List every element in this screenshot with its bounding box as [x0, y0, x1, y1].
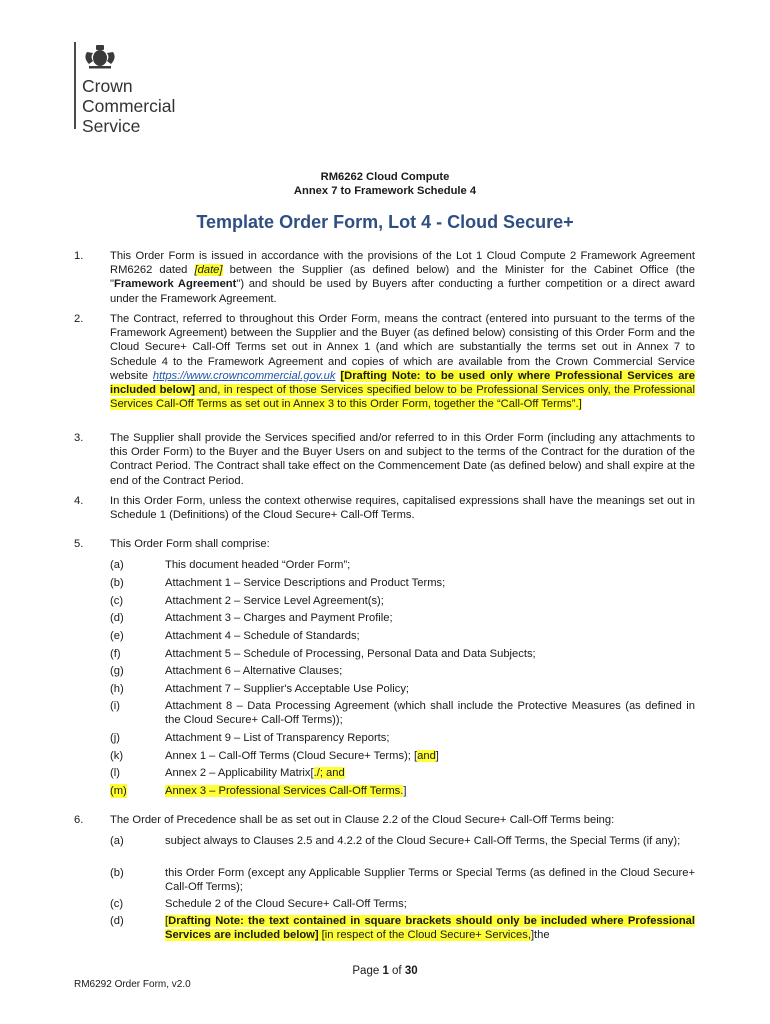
- list-item-label: (b): [110, 867, 124, 879]
- list-item: Attachment 7 – Supplier's Acceptable Use Policy;: [165, 683, 410, 695]
- list-item-label: (c): [110, 595, 124, 607]
- list-item-label: (m): [110, 785, 127, 797]
- para-2-number: 2.: [74, 313, 84, 325]
- list-item-annex-2: [165, 766, 695, 780]
- para-2-text-a: The Contract, referred to throughout this Order Form, means the contract (entered into pursuant to the terms of the Framework Agreement) between the Supplier and the Buyer (as defined below) consisting of this Order Form and the Cloud Secure+ Call-Off Terms set out in Annex 1 (and which are substantially the terms set out in Annex 7 to Schedule 4 to the Framework Agreement and copies of which are available from the Crown Commercial Service website: [110, 313, 695, 382]
- logo-line-1: Crown: [82, 76, 133, 96]
- list-item: Attachment 6 – Alternative Clauses;: [165, 665, 343, 677]
- logo-line-2: Commercial: [82, 96, 176, 116]
- list-item-label: (i): [110, 700, 120, 712]
- list-item: Attachment 1 – Service Descriptions and Product Terms;: [165, 577, 446, 589]
- total-pages: 30: [404, 965, 418, 977]
- annex-2-highlight: ./; and: [313, 767, 345, 779]
- page-of: of: [388, 965, 405, 977]
- list-item-label: (h): [110, 683, 124, 695]
- logo-divider: [74, 42, 76, 129]
- list-item-label: (c): [110, 898, 124, 910]
- list-item-label: (b): [110, 577, 124, 589]
- page-title: Template Order Form, Lot 4 - Cloud Secure+: [196, 212, 574, 232]
- drafting-note-square-brackets: Drafting Note: the text contained in square brackets should only be included where Professional Services are included below]: [165, 915, 695, 942]
- para-1: [110, 249, 695, 306]
- date-placeholder: [date]: [194, 264, 223, 277]
- doc-annex: Annex 7 to Framework Schedule 4: [293, 185, 477, 197]
- list-item-annex-1: [165, 749, 695, 763]
- list-item: subject always to Clauses 2.5 and 4.2.2 of the Cloud Secure+ Call-Off Terms, the Special Terms (if any);: [165, 835, 681, 847]
- para-2-text-c: and, in respect of those Services specified below to be Professional Services only, the Professional Services Call-Off Terms as set out in Annex 3 to this Order Form, together the “Call-Off Terms”.]: [110, 384, 695, 411]
- list-item: Attachment 3 – Charges and Payment Profile;: [165, 612, 393, 624]
- list-item-drafting-note: [165, 914, 695, 942]
- annex-3-end: ]: [403, 785, 407, 797]
- para-2: [110, 312, 695, 411]
- ccs-website-link[interactable]: https://www.crowncommercial.gov.uk: [152, 369, 336, 382]
- list-item: Schedule 2 of the Cloud Secure+ Call-Off Terms;: [165, 898, 407, 910]
- para-3: The Supplier shall provide the Services specified and/or referred to in this Order Form (including any attachments to this Order Form) to the Buyer and the Buyer Users on and subject to the terms of the Contract for the duration of the Contract Period. The Contract shall take effect on the Commencement Date (as defined below) and shall expire at the end of the Contract Period.: [110, 432, 695, 487]
- para-6: The Order of Precedence shall be as set out in Clause 2.2 of the Cloud Secure+ Call-Off Terms being:: [110, 814, 615, 826]
- bracket-open: [: [165, 915, 169, 927]
- list-item-label: (a): [110, 835, 124, 847]
- doc-reference: RM6262 Cloud Compute: [320, 171, 450, 183]
- para-4: In this Order Form, unless the context otherwise requires, capitalised expressions shall have the meanings set out in Schedule 1 (Definitions) of the Cloud Secure+ Call-Off Terms.: [110, 495, 695, 522]
- logo-line-3: Service: [82, 116, 141, 136]
- framework-agreement-term: Framework Agreement: [113, 278, 237, 291]
- royal-crest-icon: [81, 42, 119, 70]
- annex-1-highlight: and: [417, 750, 436, 762]
- para-1-text-b: between the Supplier (as defined below) and the Minister for the Cabinet Office (the ": [110, 264, 695, 291]
- para-3-number: 3.: [74, 432, 84, 444]
- para-5-number: 5.: [74, 538, 84, 550]
- list-item: Attachment 5 – Schedule of Processing, Personal Data and Data Subjects;: [165, 648, 536, 660]
- list-item: This document headed “Order Form”;: [165, 559, 351, 571]
- annex-1-end: ]: [435, 750, 439, 762]
- annex-3-text: Annex 3 – Professional Services Call-Off Terms.: [165, 785, 404, 797]
- drafting-note-professional-services: [Drafting Note: to be used only where Professional Services are included below]: [110, 369, 695, 397]
- para-1-number: 1.: [74, 250, 84, 262]
- para-1-text-a: This Order Form is issued in accordance with the provisions of the Lot 1 Cloud Compute 2 Framework Agreement RM6262 dated: [110, 250, 695, 277]
- list-item-label: (d): [110, 612, 124, 624]
- list-item: this Order Form (except any Applicable Supplier Terms or Special Terms (as defined in the Cloud Secure+ Call-Off Terms);: [165, 867, 695, 894]
- para-6-number: 6.: [74, 814, 84, 826]
- list-item-label: (g): [110, 665, 124, 677]
- list-item: Attachment 9 – List of Transparency Reports;: [165, 732, 390, 744]
- annex-2-text: Annex 2 – Applicability Matrix[: [165, 767, 314, 779]
- list-item-annex-3: [165, 784, 695, 798]
- list-item-label: (a): [110, 559, 124, 571]
- para-5: This Order Form shall comprise:: [110, 538, 270, 550]
- list-item-label: (d): [110, 915, 124, 927]
- list-item-label: (j): [110, 732, 120, 744]
- list-item-label: (l): [110, 767, 120, 779]
- page-label: Page: [352, 965, 383, 977]
- annex-1-text: Annex 1 – Call-Off Terms (Cloud Secure+ Terms); [: [165, 750, 418, 762]
- para-4-number: 4.: [74, 495, 84, 507]
- list-item-label: (k): [110, 750, 124, 762]
- page-number: [0, 964, 770, 978]
- drafting-note-mid: [in respect of the Cloud Secure+ Services,: [318, 929, 531, 942]
- drafting-note-end: ]the: [530, 929, 550, 942]
- list-item: Attachment 2 – Service Level Agreement(s);: [165, 595, 384, 607]
- list-item-label: (e): [110, 630, 124, 642]
- current-page: 1: [382, 965, 389, 977]
- document-version: RM6292 Order Form, v2.0: [74, 979, 191, 990]
- para-1-text-c: ") and should be used by Buyers after conducting a further competition or a direct award under the Framework Agreement.: [110, 278, 695, 305]
- list-item: Attachment 8 – Data Processing Agreement (which shall include the Protective Measures (as defined in the Cloud Secure+ Call-Off Terms));: [165, 700, 695, 727]
- list-item-label: (f): [110, 648, 121, 660]
- list-item: Attachment 4 – Schedule of Standards;: [165, 630, 360, 642]
